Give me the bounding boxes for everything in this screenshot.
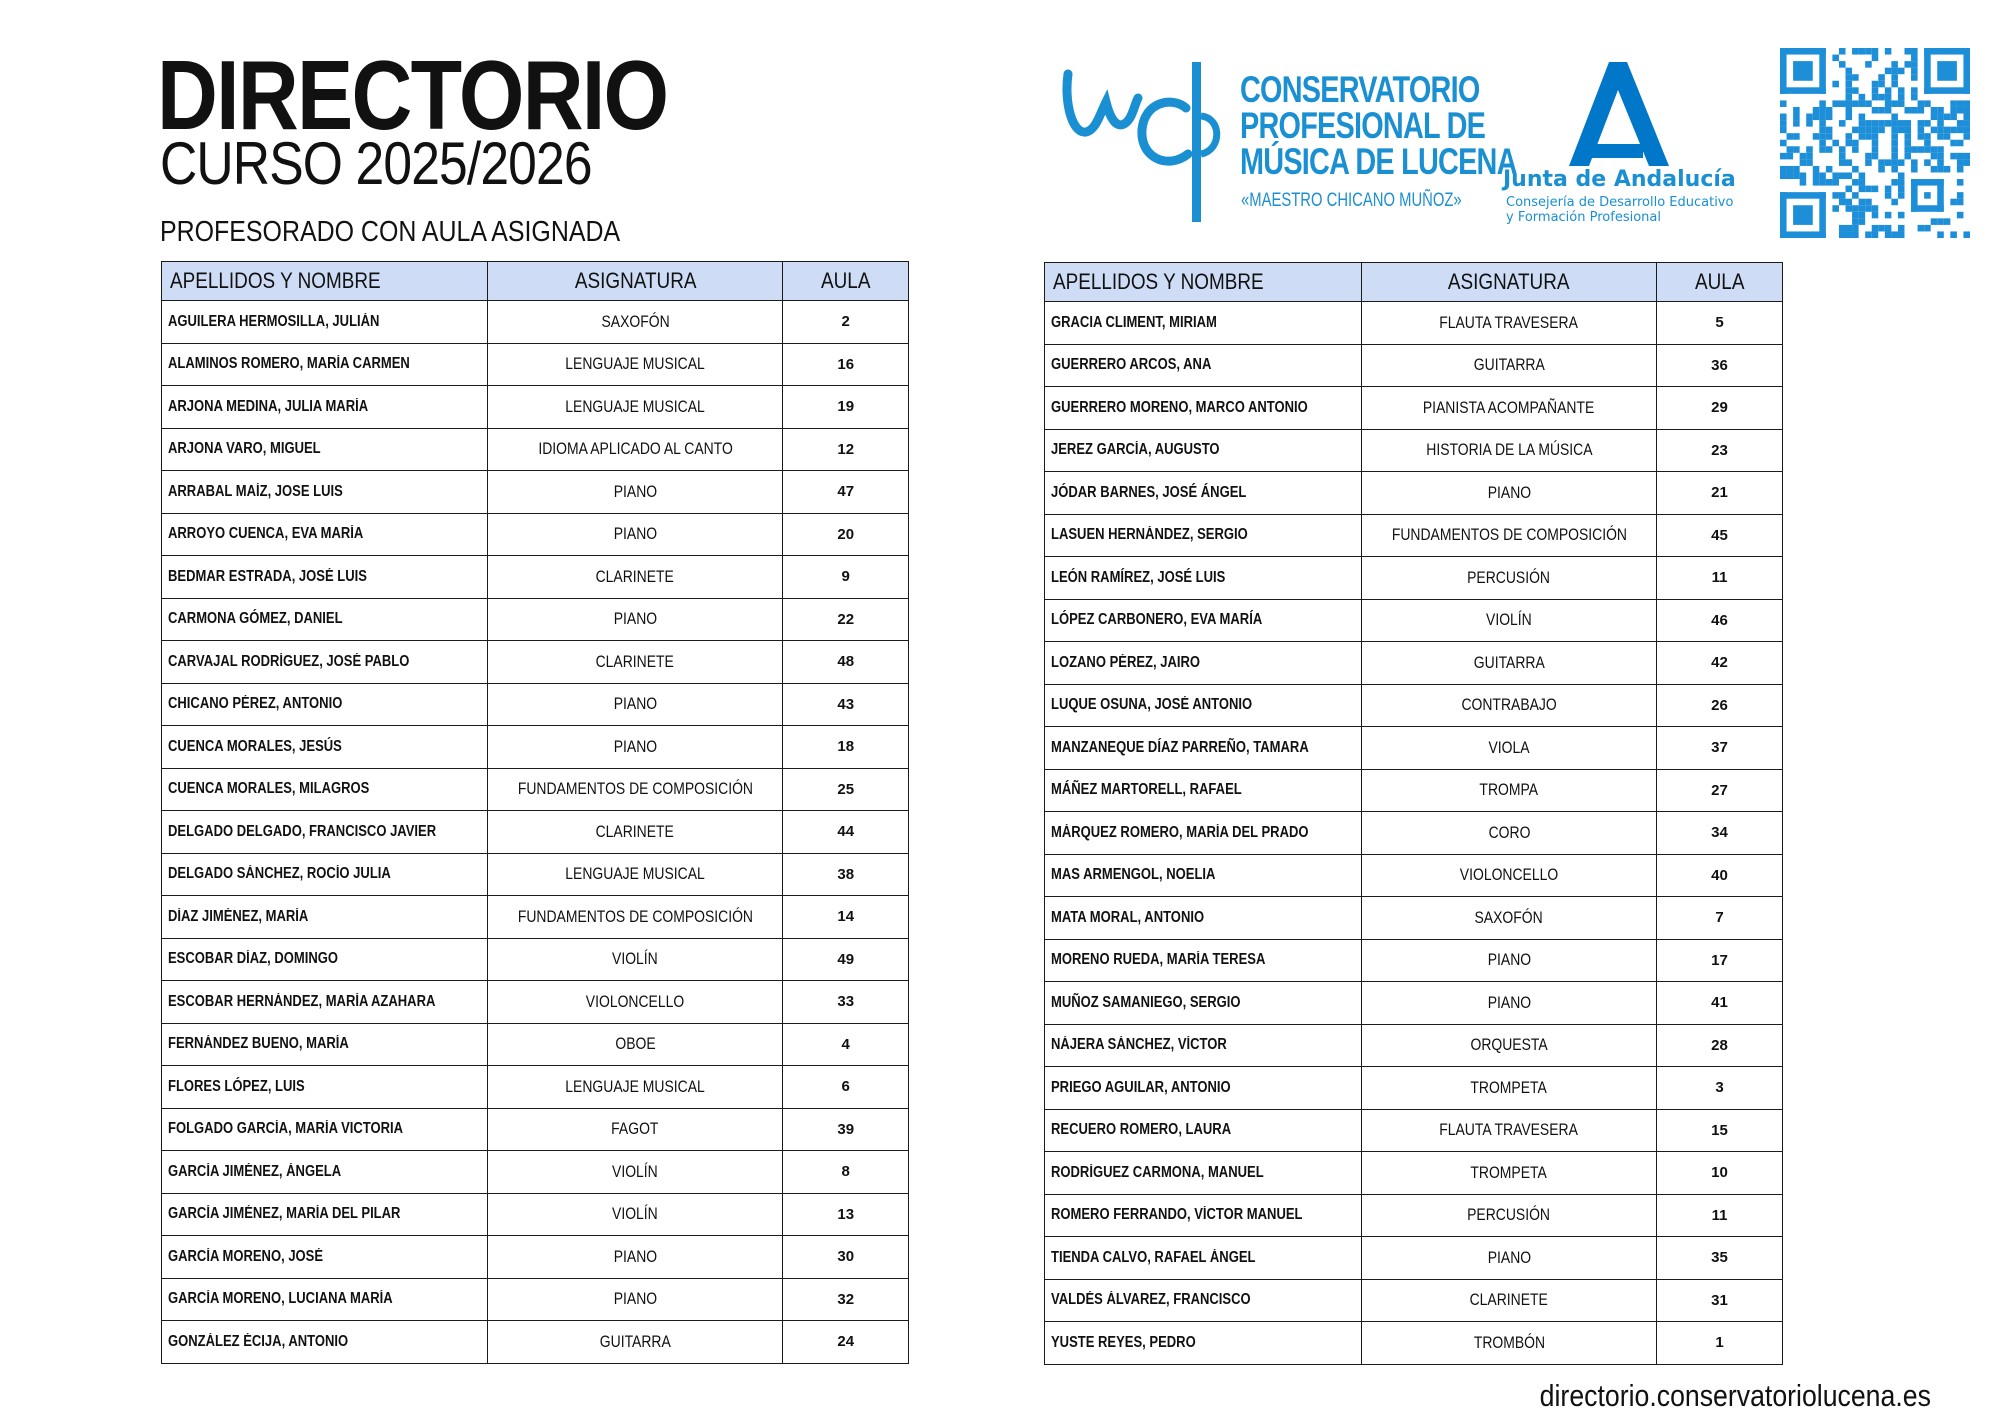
table-row bbox=[162, 343, 909, 386]
room-number: 19 bbox=[783, 386, 909, 429]
table-row bbox=[162, 1151, 909, 1194]
room-number: 42 bbox=[1657, 642, 1783, 685]
room-number: 32 bbox=[783, 1278, 909, 1321]
subject-name: PIANO bbox=[1362, 472, 1657, 515]
conservatorio-logo-icon bbox=[1062, 62, 1222, 224]
room-number: 49 bbox=[783, 938, 909, 981]
teacher-name: DELGADO SÁNCHEZ, ROCÍO JULIA bbox=[162, 853, 488, 896]
room-number: 8 bbox=[783, 1151, 909, 1194]
table-row bbox=[1045, 514, 1783, 557]
teacher-name: ARROYO CUENCA, EVA MARÍA bbox=[162, 513, 488, 556]
teacher-name: CHICANO PÉREZ, ANTONIO bbox=[162, 683, 488, 726]
teacher-name: AGUILERA HERMOSILLA, JULIÁN bbox=[162, 301, 488, 344]
room-number: 28 bbox=[1657, 1024, 1783, 1067]
table-row bbox=[162, 598, 909, 641]
teacher-name: NÁJERA SÁNCHEZ, VÍCTOR bbox=[1045, 1024, 1362, 1067]
teacher-name: YUSTE REYES, PEDRO bbox=[1045, 1322, 1362, 1365]
table-row bbox=[1045, 599, 1783, 642]
room-number: 46 bbox=[1657, 599, 1783, 642]
subject-name: CORO bbox=[1362, 812, 1657, 855]
subject-name: PIANO bbox=[1362, 939, 1657, 982]
teacher-name: LÓPEZ CARBONERO, EVA MARÍA bbox=[1045, 599, 1362, 642]
table-row bbox=[1045, 1279, 1783, 1322]
subject-name: PIANO bbox=[488, 1278, 783, 1321]
table-row bbox=[162, 1236, 909, 1279]
table-row bbox=[162, 428, 909, 471]
room-number: 2 bbox=[783, 301, 909, 344]
teacher-name: FLORES LÓPEZ, LUIS bbox=[162, 1066, 488, 1109]
table-row bbox=[162, 1278, 909, 1321]
directory-table-left bbox=[161, 261, 909, 1364]
room-number: 44 bbox=[783, 811, 909, 854]
table-row bbox=[162, 1066, 909, 1109]
teacher-name: TIENDA CALVO, RAFAEL ÁNGEL bbox=[1045, 1237, 1362, 1280]
directory-table-right bbox=[1044, 262, 1783, 1365]
subject-name: PERCUSIÓN bbox=[1362, 557, 1657, 600]
subject-name: VIOLÍN bbox=[488, 1151, 783, 1194]
room-number: 43 bbox=[783, 683, 909, 726]
subject-name: LENGUAJE MUSICAL bbox=[488, 343, 783, 386]
teacher-name: ARRABAL MAÍZ, JOSE LUIS bbox=[162, 471, 488, 514]
table-row bbox=[1045, 1194, 1783, 1237]
room-number: 37 bbox=[1657, 727, 1783, 770]
table-row bbox=[1045, 1152, 1783, 1195]
room-number: 35 bbox=[1657, 1237, 1783, 1280]
room-number: 24 bbox=[783, 1321, 909, 1364]
table-row bbox=[162, 1321, 909, 1364]
table-row bbox=[162, 853, 909, 896]
subject-name: PIANO bbox=[488, 683, 783, 726]
subject-name: PIANO bbox=[1362, 1237, 1657, 1280]
subject-name: ORQUESTA bbox=[1362, 1024, 1657, 1067]
table-row bbox=[162, 1193, 909, 1236]
table-row bbox=[162, 811, 909, 854]
room-number: 39 bbox=[783, 1108, 909, 1151]
subject-name: TROMPETA bbox=[1362, 1067, 1657, 1110]
subject-name: VIOLÍN bbox=[1362, 599, 1657, 642]
table-row bbox=[162, 1023, 909, 1066]
subject-name: LENGUAJE MUSICAL bbox=[488, 853, 783, 896]
table-header-row bbox=[1045, 263, 1783, 302]
table-row bbox=[1045, 302, 1783, 345]
room-number: 7 bbox=[1657, 897, 1783, 940]
teacher-name: GONZÁLEZ ÉCIJA, ANTONIO bbox=[162, 1321, 488, 1364]
subject-name: VIOLÍN bbox=[488, 938, 783, 981]
table-row bbox=[1045, 854, 1783, 897]
teacher-name: LUQUE OSUNA, JOSÉ ANTONIO bbox=[1045, 684, 1362, 727]
table-row bbox=[1045, 1067, 1783, 1110]
table-row bbox=[1045, 1322, 1783, 1365]
subject-name: FLAUTA TRAVESERA bbox=[1362, 1109, 1657, 1152]
room-number: 48 bbox=[783, 641, 909, 684]
subject-name: VIOLA bbox=[1362, 727, 1657, 770]
room-number: 1 bbox=[1657, 1322, 1783, 1365]
room-number: 20 bbox=[783, 513, 909, 556]
teacher-name: GARCÍA MORENO, JOSÉ bbox=[162, 1236, 488, 1279]
subject-name: FUNDAMENTOS DE COMPOSICIÓN bbox=[488, 896, 783, 939]
room-number: 11 bbox=[1657, 557, 1783, 600]
table-row bbox=[162, 896, 909, 939]
room-number: 38 bbox=[783, 853, 909, 896]
page-title: DIRECTORIO bbox=[157, 40, 668, 150]
table-row bbox=[162, 726, 909, 769]
subject-name: LENGUAJE MUSICAL bbox=[488, 1066, 783, 1109]
room-number: 45 bbox=[1657, 514, 1783, 557]
teacher-name: GUERRERO ARCOS, ANA bbox=[1045, 344, 1362, 387]
table-row bbox=[162, 386, 909, 429]
teacher-name: MÁÑEZ MARTORELL, RAFAEL bbox=[1045, 769, 1362, 812]
subject-name: HISTORIA DE LA MÚSICA bbox=[1362, 429, 1657, 472]
teacher-name: JÓDAR BARNES, JOSÉ ÁNGEL bbox=[1045, 472, 1362, 515]
room-number: 18 bbox=[783, 726, 909, 769]
teacher-name: MÁRQUEZ ROMERO, MARÍA DEL PRADO bbox=[1045, 812, 1362, 855]
table-row bbox=[1045, 472, 1783, 515]
subject-name: IDIOMA APLICADO AL CANTO bbox=[488, 428, 783, 471]
subject-name: FLAUTA TRAVESERA bbox=[1362, 302, 1657, 345]
conservatorio-name-line1: CONSERVATORIO bbox=[1240, 69, 1480, 110]
teacher-name: MUÑOZ SAMANIEGO, SERGIO bbox=[1045, 982, 1362, 1025]
teacher-name: CARMONA GÓMEZ, DANIEL bbox=[162, 598, 488, 641]
teacher-name: JEREZ GARCÍA, AUGUSTO bbox=[1045, 429, 1362, 472]
table-row bbox=[1045, 812, 1783, 855]
table-row bbox=[162, 981, 909, 1024]
room-number: 17 bbox=[1657, 939, 1783, 982]
room-number: 25 bbox=[783, 768, 909, 811]
teacher-name: CUENCA MORALES, JESÚS bbox=[162, 726, 488, 769]
subject-name: CONTRABAJO bbox=[1362, 684, 1657, 727]
teacher-name: RECUERO ROMERO, LAURA bbox=[1045, 1109, 1362, 1152]
room-number: 6 bbox=[783, 1066, 909, 1109]
subject-name: FUNDAMENTOS DE COMPOSICIÓN bbox=[1362, 514, 1657, 557]
room-number: 5 bbox=[1657, 302, 1783, 345]
teacher-name: BEDMAR ESTRADA, JOSÉ LUIS bbox=[162, 556, 488, 599]
section-heading: PROFESORADO CON AULA ASIGNADA bbox=[160, 216, 621, 248]
subject-name: PIANO bbox=[488, 598, 783, 641]
subject-name: FUNDAMENTOS DE COMPOSICIÓN bbox=[488, 768, 783, 811]
subject-name: LENGUAJE MUSICAL bbox=[488, 386, 783, 429]
table-row bbox=[162, 768, 909, 811]
teacher-name: ARJONA MEDINA, JULIA MARÍA bbox=[162, 386, 488, 429]
subject-name: CLARINETE bbox=[488, 641, 783, 684]
table-row bbox=[1045, 1024, 1783, 1067]
teacher-name: LEÓN RAMÍREZ, JOSÉ LUIS bbox=[1045, 557, 1362, 600]
teacher-name: DÍAZ JIMÉNEZ, MARÍA bbox=[162, 896, 488, 939]
table-row bbox=[1045, 387, 1783, 430]
teacher-name: PRIEGO AGUILAR, ANTONIO bbox=[1045, 1067, 1362, 1110]
subject-name: PERCUSIÓN bbox=[1362, 1194, 1657, 1237]
teacher-name: ESCOBAR DÍAZ, DOMINGO bbox=[162, 938, 488, 981]
room-number: 21 bbox=[1657, 472, 1783, 515]
subject-name: OBOE bbox=[488, 1023, 783, 1066]
qr-code-icon[interactable] bbox=[1780, 48, 1970, 238]
column-header-subject: ASIGNATURA bbox=[488, 262, 783, 301]
column-header-room: AULA bbox=[1657, 263, 1783, 302]
teacher-name: GARCÍA JIMÉNEZ, ÁNGELA bbox=[162, 1151, 488, 1194]
table-row bbox=[1045, 557, 1783, 600]
teacher-name: GARCÍA MORENO, LUCIANA MARÍA bbox=[162, 1278, 488, 1321]
junta-andalucia-logo-icon bbox=[1565, 62, 1669, 166]
teacher-name: ARJONA VARO, MIGUEL bbox=[162, 428, 488, 471]
column-header-name: APELLIDOS Y NOMBRE bbox=[1045, 263, 1362, 302]
room-number: 30 bbox=[783, 1236, 909, 1279]
subject-name: GUITARRA bbox=[1362, 344, 1657, 387]
teacher-name: FOLGADO GARCÍA, MARÍA VICTORIA bbox=[162, 1108, 488, 1151]
subject-name: SAXOFÓN bbox=[1362, 897, 1657, 940]
conservatorio-subtitle: «MAESTRO CHICANO MUÑOZ» bbox=[1241, 190, 1462, 211]
room-number: 41 bbox=[1657, 982, 1783, 1025]
subject-name: FAGOT bbox=[488, 1108, 783, 1151]
room-number: 16 bbox=[783, 343, 909, 386]
conservatorio-name-line2: PROFESIONAL DE bbox=[1240, 105, 1486, 146]
room-number: 26 bbox=[1657, 684, 1783, 727]
teacher-name: ESCOBAR HERNÁNDEZ, MARÍA AZAHARA bbox=[162, 981, 488, 1024]
table-header-row bbox=[162, 262, 909, 301]
teacher-name: MORENO RUEDA, MARÍA TERESA bbox=[1045, 939, 1362, 982]
table-row bbox=[162, 683, 909, 726]
room-number: 29 bbox=[1657, 387, 1783, 430]
column-header-name: APELLIDOS Y NOMBRE bbox=[162, 262, 488, 301]
room-number: 40 bbox=[1657, 854, 1783, 897]
teacher-name: FERNÁNDEZ BUENO, MARÍA bbox=[162, 1023, 488, 1066]
table-row bbox=[1045, 429, 1783, 472]
junta-department-line1: Consejería de Desarrollo Educativo bbox=[1506, 195, 1734, 210]
teacher-name: RODRÍGUEZ CARMONA, MANUEL bbox=[1045, 1152, 1362, 1195]
subject-name: VIOLONCELLO bbox=[1362, 854, 1657, 897]
teacher-name: CUENCA MORALES, MILAGROS bbox=[162, 768, 488, 811]
room-number: 13 bbox=[783, 1193, 909, 1236]
room-number: 33 bbox=[783, 981, 909, 1024]
table-row bbox=[162, 513, 909, 556]
column-header-room: AULA bbox=[783, 262, 909, 301]
subject-name: PIANO bbox=[488, 726, 783, 769]
table-row bbox=[1045, 982, 1783, 1025]
table-row bbox=[1045, 642, 1783, 685]
teacher-name: MAS ARMENGOL, NOELIA bbox=[1045, 854, 1362, 897]
junta-department-line2: y Formación Profesional bbox=[1506, 210, 1661, 225]
subject-name: CLARINETE bbox=[488, 556, 783, 599]
subject-name: VIOLONCELLO bbox=[488, 981, 783, 1024]
room-number: 4 bbox=[783, 1023, 909, 1066]
table-row bbox=[162, 301, 909, 344]
subject-name: PIANO bbox=[488, 1236, 783, 1279]
room-number: 47 bbox=[783, 471, 909, 514]
table-row bbox=[1045, 769, 1783, 812]
teacher-name: MATA MORAL, ANTONIO bbox=[1045, 897, 1362, 940]
junta-department bbox=[1506, 195, 1733, 225]
table-row bbox=[162, 1108, 909, 1151]
subject-name: VIOLÍN bbox=[488, 1193, 783, 1236]
subject-name: PIANISTA ACOMPAÑANTE bbox=[1362, 387, 1657, 430]
course-subtitle: CURSO 2025/2026 bbox=[160, 130, 592, 197]
subject-name: SAXOFÓN bbox=[488, 301, 783, 344]
teacher-name: MANZANEQUE DÍAZ PARREÑO, TAMARA bbox=[1045, 727, 1362, 770]
subject-name: PIANO bbox=[488, 513, 783, 556]
subject-name: CLARINETE bbox=[488, 811, 783, 854]
subject-name: CLARINETE bbox=[1362, 1279, 1657, 1322]
table-row bbox=[1045, 684, 1783, 727]
table-row bbox=[1045, 939, 1783, 982]
room-number: 27 bbox=[1657, 769, 1783, 812]
table-row bbox=[1045, 1237, 1783, 1280]
column-header-subject: ASIGNATURA bbox=[1362, 263, 1657, 302]
teacher-name: VALDÉS ÁLVAREZ, FRANCISCO bbox=[1045, 1279, 1362, 1322]
table-row bbox=[1045, 344, 1783, 387]
room-number: 15 bbox=[1657, 1109, 1783, 1152]
room-number: 11 bbox=[1657, 1194, 1783, 1237]
room-number: 3 bbox=[1657, 1067, 1783, 1110]
table-row bbox=[1045, 897, 1783, 940]
room-number: 9 bbox=[783, 556, 909, 599]
room-number: 31 bbox=[1657, 1279, 1783, 1322]
teacher-name: LASUEN HERNÁNDEZ, SERGIO bbox=[1045, 514, 1362, 557]
room-number: 12 bbox=[783, 428, 909, 471]
room-number: 10 bbox=[1657, 1152, 1783, 1195]
room-number: 34 bbox=[1657, 812, 1783, 855]
junta-name: Junta de Andalucía bbox=[1503, 167, 1736, 192]
website-link[interactable]: directorio.conservatoriolucena.es bbox=[1539, 1378, 1931, 1413]
subject-name: PIANO bbox=[1362, 982, 1657, 1025]
table-row bbox=[1045, 1109, 1783, 1152]
table-row bbox=[162, 938, 909, 981]
teacher-name: CARVAJAL RODRÍGUEZ, JOSÉ PABLO bbox=[162, 641, 488, 684]
room-number: 23 bbox=[1657, 429, 1783, 472]
table-row bbox=[162, 471, 909, 514]
teacher-name: GARCÍA JIMÉNEZ, MARÍA DEL PILAR bbox=[162, 1193, 488, 1236]
room-number: 22 bbox=[783, 598, 909, 641]
subject-name: TROMBÓN bbox=[1362, 1322, 1657, 1365]
subject-name: PIANO bbox=[488, 471, 783, 514]
room-number: 36 bbox=[1657, 344, 1783, 387]
teacher-name: GUERRERO MORENO, MARCO ANTONIO bbox=[1045, 387, 1362, 430]
table-row bbox=[162, 641, 909, 684]
subject-name: GUITARRA bbox=[488, 1321, 783, 1364]
room-number: 14 bbox=[783, 896, 909, 939]
teacher-name: LOZANO PÉREZ, JAIRO bbox=[1045, 642, 1362, 685]
teacher-name: ALAMINOS ROMERO, MARÍA CARMEN bbox=[162, 343, 488, 386]
table-row bbox=[1045, 727, 1783, 770]
teacher-name: ROMERO FERRANDO, VÍCTOR MANUEL bbox=[1045, 1194, 1362, 1237]
subject-name: TROMPA bbox=[1362, 769, 1657, 812]
conservatorio-name bbox=[1240, 69, 1517, 182]
subject-name: TROMPETA bbox=[1362, 1152, 1657, 1195]
conservatorio-name-line3: MÚSICA DE LUCENA bbox=[1240, 141, 1517, 182]
teacher-name: GRACIA CLIMENT, MIRIAM bbox=[1045, 302, 1362, 345]
table-row bbox=[162, 556, 909, 599]
subject-name: GUITARRA bbox=[1362, 642, 1657, 685]
teacher-name: DELGADO DELGADO, FRANCISCO JAVIER bbox=[162, 811, 488, 854]
